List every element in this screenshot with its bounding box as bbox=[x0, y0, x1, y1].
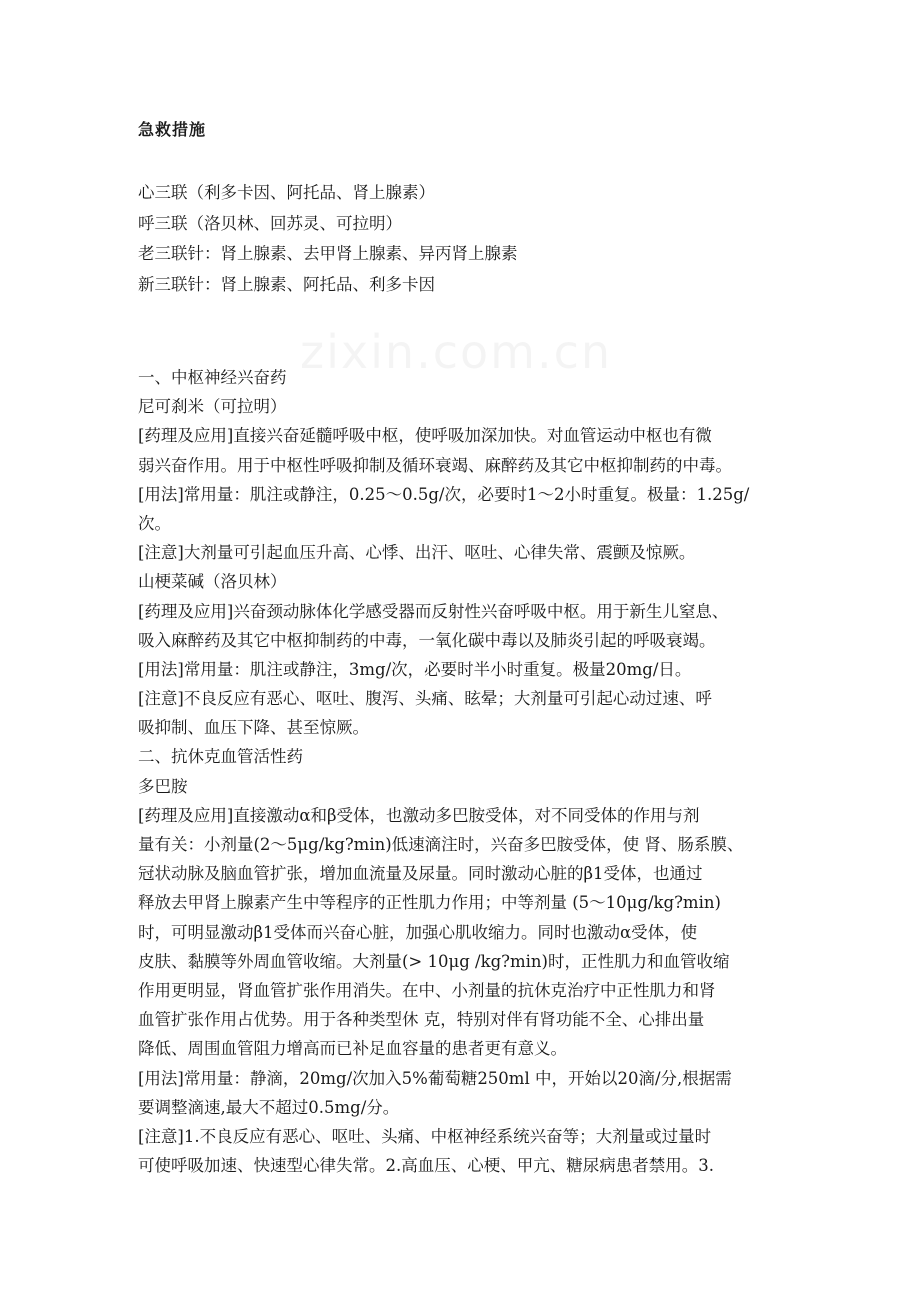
intro-line: 呼三联（洛贝林、回苏灵、可拉明） bbox=[138, 213, 402, 233]
text-line: [注意]不良反应有恶心、呕吐、腹泻、头痛、眩晕；大剂量可引起心动过速、呼 bbox=[138, 689, 712, 709]
text-line: 吸抑制、血压下降、甚至惊厥。 bbox=[138, 718, 369, 738]
text-line: 弱兴奋作用。用于中枢性呼吸抑制及循环衰竭、麻醉药及其它中枢抑制药的中毒。 bbox=[138, 455, 732, 475]
intro-line: 老三联针：肾上腺素、去甲肾上腺素、异丙肾上腺素 bbox=[138, 244, 518, 263]
text-line: [用法]常用量：肌注或静注，0.25～0.5g/次，必要时1～2小时重复。极量：1.25g/ bbox=[138, 484, 750, 504]
text-line: 皮肤、黏膜等外周血管收缩。大剂量(> 10μg /kg?min)时，正性肌力和血管收缩 bbox=[138, 951, 730, 971]
text-line: 次。 bbox=[138, 513, 171, 533]
text-line: [药理及应用]兴奋颈动脉体化学感受器而反射性兴奋呼吸中枢。用于新生儿窒息、 bbox=[138, 601, 729, 621]
text-line: 吸入麻醉药及其它中枢抑制药的中毒，一氧化碳中毒以及肺炎引起的呼吸衰竭。 bbox=[138, 630, 716, 650]
main-content bbox=[138, 363, 788, 1180]
text-line: 冠状动脉及脑血管扩张，增加血流量及尿量。同时激动心脏的β1受体，也通过 bbox=[138, 864, 703, 884]
text-line: 尼可刹米（可拉明） bbox=[138, 397, 287, 417]
text-line: [用法]常用量：静滴，20mg/次加入5%葡萄糖250ml 中，开始以20滴/分,根据需 bbox=[138, 1068, 732, 1088]
text-line: [药理及应用]直接激动α和β受体，也激动多巴胺受体，对不同受体的作用与剂 bbox=[138, 805, 700, 825]
intro-section bbox=[138, 178, 788, 300]
text-line: 山梗菜碱（洛贝林） bbox=[138, 572, 287, 592]
text-line: [注意]大剂量可引起血压升高、心悸、出汗、呕吐、心律失常、震颤及惊厥。 bbox=[138, 543, 696, 563]
text-line: [用法]常用量：肌注或静注，3mg/次，必要时半小时重复。极量20mg/日。 bbox=[138, 659, 692, 679]
intro-line: 新三联针：肾上腺素、阿托品、利多卡因 bbox=[138, 274, 435, 294]
text-line: 释放去甲肾上腺素产生中等程序的正性肌力作用；中等剂量 (5～10μg/kg?min) bbox=[138, 893, 721, 913]
text-line: 量有关：小剂量(2～5μg/kg?min)低速滴注时，兴奋多巴胺受体，使 肾、肠系膜、 bbox=[138, 835, 744, 854]
text-line: [药理及应用]直接兴奋延髓呼吸中枢，使呼吸加深加快。对血管运动中枢也有微 bbox=[138, 426, 712, 446]
text-line: 要调整滴速,最大不超过0.5mg/分。 bbox=[138, 1097, 400, 1117]
text-line: 降低、周围血管阻力增高而已补足血容量的患者更有意义。 bbox=[138, 1039, 567, 1059]
text-line: 二、抗休克血管活性药 bbox=[138, 747, 303, 767]
text-line: [注意]1.不良反应有恶心、呕吐、头痛、中枢神经系统兴奋等；大剂量或过量时 bbox=[138, 1126, 712, 1146]
document-title: 急救措施 bbox=[138, 120, 207, 139]
text-line: 时，可明显激动β1受体而兴奋心脏，加强心肌收缩力。同时也激动α受体，使 bbox=[138, 922, 698, 942]
text-line: 一、中枢神经兴奋药 bbox=[138, 368, 287, 387]
text-line: 作用更明显，肾血管扩张作用消失。在中、小剂量的抗休克治疗中正性肌力和肾 bbox=[138, 980, 716, 1000]
text-line: 血管扩张作用占优势。用于各种类型休 克，特别对伴有肾功能不全、心排出量 bbox=[138, 1010, 705, 1030]
text-line: 可使呼吸加速、快速型心律失常。2.高血压、心梗、甲亢、糖尿病患者禁用。3. bbox=[138, 1156, 714, 1176]
intro-line: 心三联（利多卡因、阿托品、肾上腺素） bbox=[138, 183, 435, 202]
text-line: 多巴胺 bbox=[138, 776, 188, 796]
